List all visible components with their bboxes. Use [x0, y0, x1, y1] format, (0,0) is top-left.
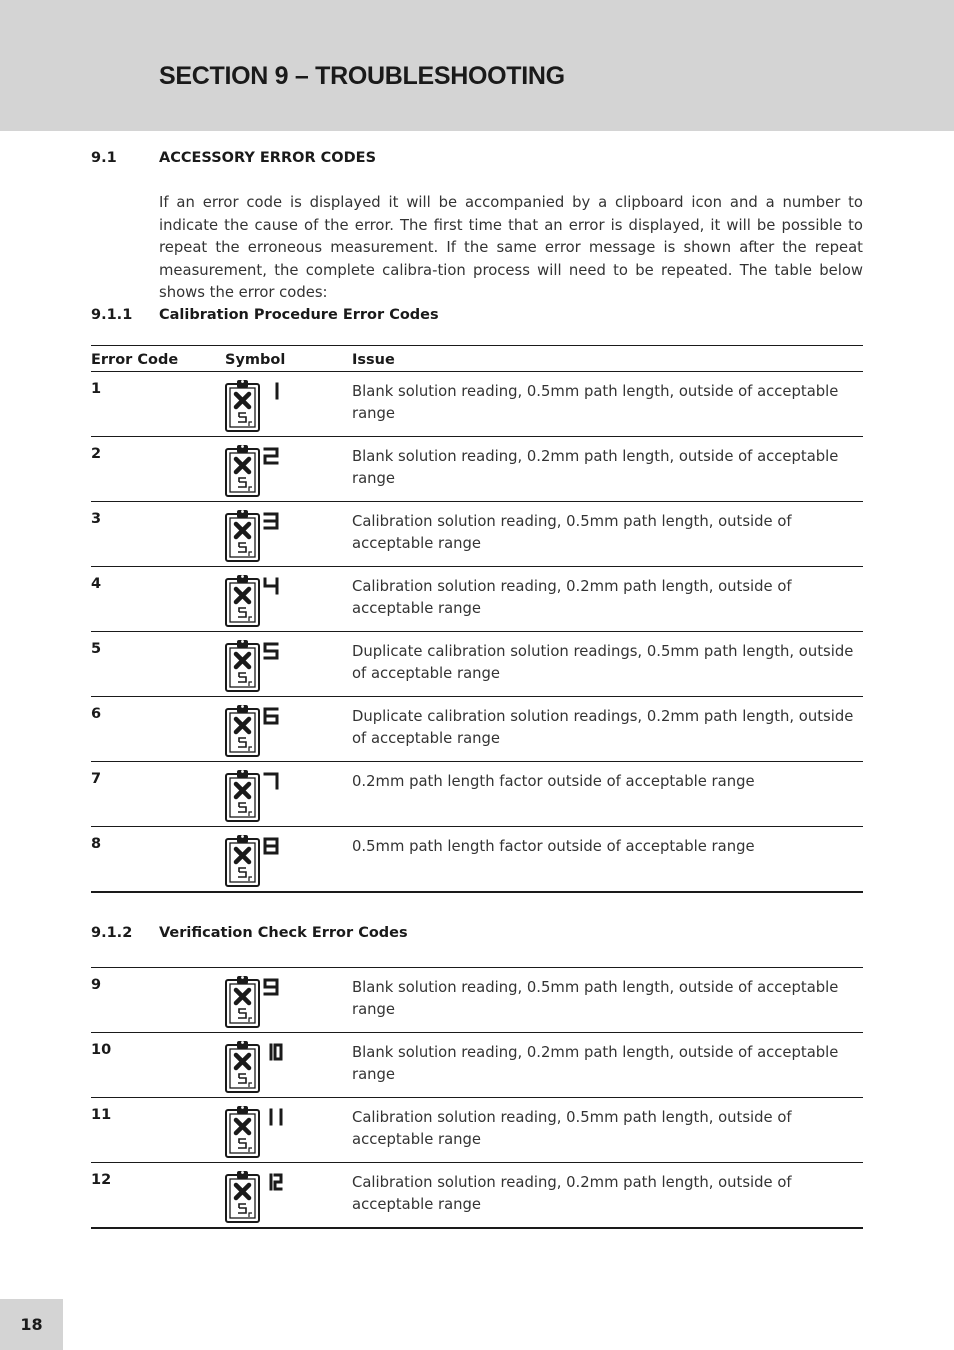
- table-row: [91, 827, 863, 893]
- issue-cell: Calibration solution reading, 0.2mm path length, outside of acceptable range: [352, 1174, 792, 1213]
- table-row: [91, 632, 863, 697]
- heading-number: 9.1: [91, 150, 117, 166]
- error-code-cell: 12: [91, 1172, 112, 1188]
- table-row: [91, 1098, 863, 1163]
- issue-cell: Duplicate calibration solution readings, 0.5mm path length, outside of acceptable range: [352, 643, 854, 682]
- clipboard-error-icon: [221, 974, 283, 1030]
- verification-table-body: [91, 968, 863, 1229]
- issue-cell: Blank solution reading, 0.5mm path length, outside of acceptable range: [352, 383, 839, 422]
- table-row: [91, 968, 863, 1033]
- issue-cell: Calibration solution reading, 0.2mm path length, outside of acceptable range: [352, 578, 792, 617]
- clipboard-error-icon: [221, 1169, 283, 1225]
- table-row: [91, 437, 863, 502]
- clipboard-error-icon: [221, 638, 283, 694]
- error-code-cell: 1: [91, 381, 102, 397]
- error-code-cell: 6: [91, 706, 102, 722]
- table-row: [91, 762, 863, 827]
- header-symbol: Symbol: [225, 352, 286, 368]
- header-issue: Issue: [352, 352, 395, 368]
- clipboard-error-icon: [221, 833, 283, 889]
- intro-paragraph: If an error code is displayed it will be accompanied by a clipboard icon and a number to indicate the cause of the error. The first time that an error is displayed, it will be possible to repeat the erroneous measurement. If the same error message is shown after the repeat measurement, the complete calibra-tion process will need to be repeated. The table below shows the error codes:: [159, 194, 863, 301]
- calibration-table-body: [91, 372, 863, 893]
- error-code-cell: 5: [91, 641, 102, 657]
- page-number: 18: [0, 1299, 63, 1350]
- clipboard-error-icon: [221, 573, 283, 629]
- heading-title: Calibration Procedure Error Codes: [159, 307, 439, 323]
- heading-number: 9.1.2: [91, 925, 133, 941]
- error-code-cell: 2: [91, 446, 102, 462]
- error-code-cell: 11: [91, 1107, 112, 1123]
- error-code-cell: 9: [91, 977, 102, 993]
- issue-cell: Calibration solution reading, 0.5mm path length, outside of acceptable range: [352, 513, 792, 552]
- clipboard-error-icon: [221, 1104, 283, 1160]
- heading-title: ACCESSORY ERROR CODES: [159, 150, 377, 166]
- heading-title: Verification Check Error Codes: [159, 925, 408, 941]
- clipboard-error-icon: [221, 508, 283, 564]
- table-row: [91, 567, 863, 632]
- table-row: [91, 372, 863, 437]
- heading-number: 9.1.1: [91, 307, 133, 323]
- issue-cell: Calibration solution reading, 0.5mm path length, outside of acceptable range: [352, 1109, 792, 1148]
- section-title: SECTION 9 – TROUBLESHOOTING: [159, 62, 565, 90]
- issue-cell: 0.2mm path length factor outside of acceptable range: [352, 773, 755, 790]
- error-code-cell: 4: [91, 576, 102, 592]
- issue-cell: 0.5mm path length factor outside of acceptable range: [352, 838, 755, 855]
- table-header-row: [91, 345, 863, 372]
- table-row: [91, 697, 863, 762]
- error-code-cell: 8: [91, 836, 102, 852]
- clipboard-error-icon: [221, 1039, 283, 1095]
- table-row: [91, 502, 863, 567]
- issue-cell: Blank solution reading, 0.2mm path length, outside of acceptable range: [352, 448, 839, 487]
- error-code-cell: 10: [91, 1042, 112, 1058]
- issue-cell: Blank solution reading, 0.5mm path length, outside of acceptable range: [352, 979, 839, 1018]
- clipboard-error-icon: [221, 443, 283, 499]
- issue-cell: Duplicate calibration solution readings, 0.2mm path length, outside of acceptable range: [352, 708, 854, 747]
- clipboard-error-icon: [221, 703, 283, 759]
- table-row: [91, 1033, 863, 1098]
- verification-error-table: [91, 967, 863, 1229]
- clipboard-error-icon: [221, 768, 283, 824]
- issue-cell: Blank solution reading, 0.2mm path length, outside of acceptable range: [352, 1044, 839, 1083]
- clipboard-error-icon: [221, 378, 283, 434]
- calibration-error-table: [91, 345, 863, 893]
- error-code-cell: 3: [91, 511, 102, 527]
- header-error-code: Error Code: [91, 352, 179, 368]
- table-row: [91, 1163, 863, 1229]
- error-code-cell: 7: [91, 771, 102, 787]
